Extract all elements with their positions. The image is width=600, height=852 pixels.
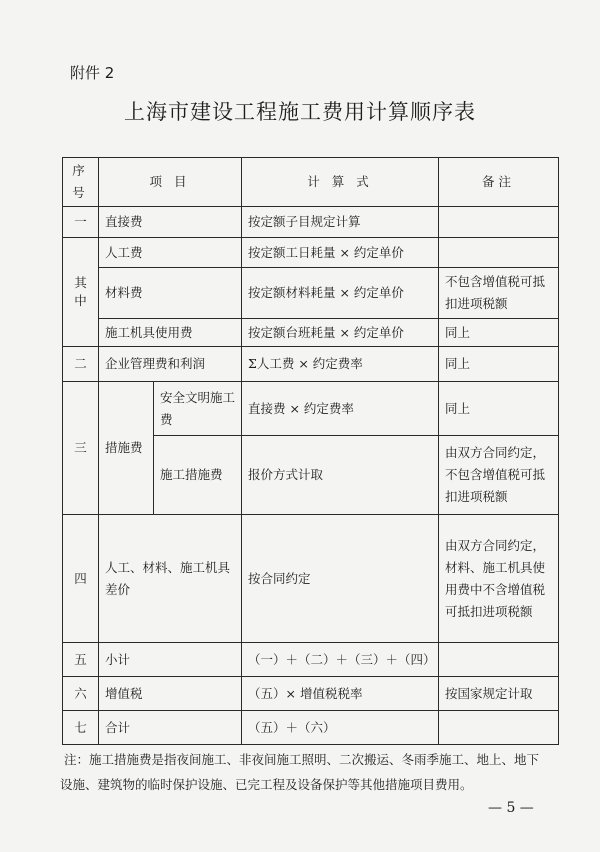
row-formula: 按定额工日耗量 × 约定单价 (242, 238, 439, 268)
among-label: 其 中 (63, 238, 99, 347)
row-item: 直接费 (99, 207, 242, 238)
header-seq: 序号 (63, 158, 99, 207)
table-row (63, 643, 559, 677)
row-item: 措施费 (99, 382, 154, 515)
row-formula: 直接费 × 约定费率 (242, 382, 439, 436)
row-seq: 七 (63, 711, 99, 745)
row-formula: （五）＋（六） (242, 711, 439, 745)
row-remark: 按国家规定计取 (439, 677, 559, 711)
table-row (63, 207, 559, 238)
row-remark: 由双方合同约定，材料、施工机具使用费中不含增值税可抵扣进项税额 (439, 515, 559, 643)
row-item: 施工机具使用费 (99, 319, 242, 347)
row-remark (439, 207, 559, 238)
page-title: 上海市建设工程施工费用计算顺序表 (124, 100, 476, 124)
row-formula: 按定额材料耗量 × 约定单价 (242, 268, 439, 319)
row-subitem: 安全文明施工费 (154, 382, 242, 436)
row-seq: 三 (63, 382, 99, 515)
header-remark: 备注 (439, 158, 559, 207)
row-item: 人工、材料、施工机具差价 (99, 515, 242, 643)
row-remark (439, 711, 559, 745)
footnote: 注：施工措施费是指夜间施工、非夜间施工照明、二次搬运、冬雨季施工、地上、地下设施、建筑物的临时保护设施、已完工程及设备保护等其他措施项目费用。 (60, 752, 540, 792)
row-remark (439, 238, 559, 268)
row-item: 人工费 (99, 238, 242, 268)
table-row (63, 347, 559, 382)
table-row (63, 515, 559, 643)
table-row (63, 268, 559, 319)
row-item: 增值税 (99, 677, 242, 711)
header-item: 项 目 (99, 158, 242, 207)
row-formula: 按定额台班耗量 × 约定单价 (242, 319, 439, 347)
table-header-row (63, 158, 559, 207)
row-remark: 同上 (439, 382, 559, 436)
row-seq: 二 (63, 347, 99, 382)
row-item: 企业管理费和利润 (99, 347, 242, 382)
table-row (63, 319, 559, 347)
row-remark (439, 643, 559, 677)
page-number: — 5 — (488, 800, 534, 816)
row-seq: 五 (63, 643, 99, 677)
table-row (63, 711, 559, 745)
row-remark: 由双方合同约定，不包含增值税可抵扣进项税额 (439, 436, 559, 515)
row-item: 小计 (99, 643, 242, 677)
row-formula: Σ人工费 × 约定费率 (242, 347, 439, 382)
row-formula: （五）× 增值税税率 (242, 677, 439, 711)
row-seq: 六 (63, 677, 99, 711)
row-subitem: 施工措施费 (154, 436, 242, 515)
row-remark: 不包含增值税可抵扣进项税额 (439, 268, 559, 319)
row-formula: （一）＋（二）＋（三）＋（四） (242, 643, 439, 677)
row-seq: 四 (63, 515, 99, 643)
row-remark: 同上 (439, 319, 559, 347)
row-formula: 按定额子目规定计算 (242, 207, 439, 238)
table-row (63, 382, 559, 436)
row-formula: 报价方式计取 (242, 436, 439, 515)
fee-calculation-table (62, 157, 559, 745)
header-formula: 计 算 式 (242, 158, 439, 207)
row-seq: 一 (63, 207, 99, 238)
table-row (63, 238, 559, 268)
row-formula: 按合同约定 (242, 515, 439, 643)
table-row (63, 677, 559, 711)
attachment-label: 附件 2 (70, 64, 115, 82)
row-item: 合计 (99, 711, 242, 745)
row-item: 材料费 (99, 268, 242, 319)
row-remark: 同上 (439, 347, 559, 382)
